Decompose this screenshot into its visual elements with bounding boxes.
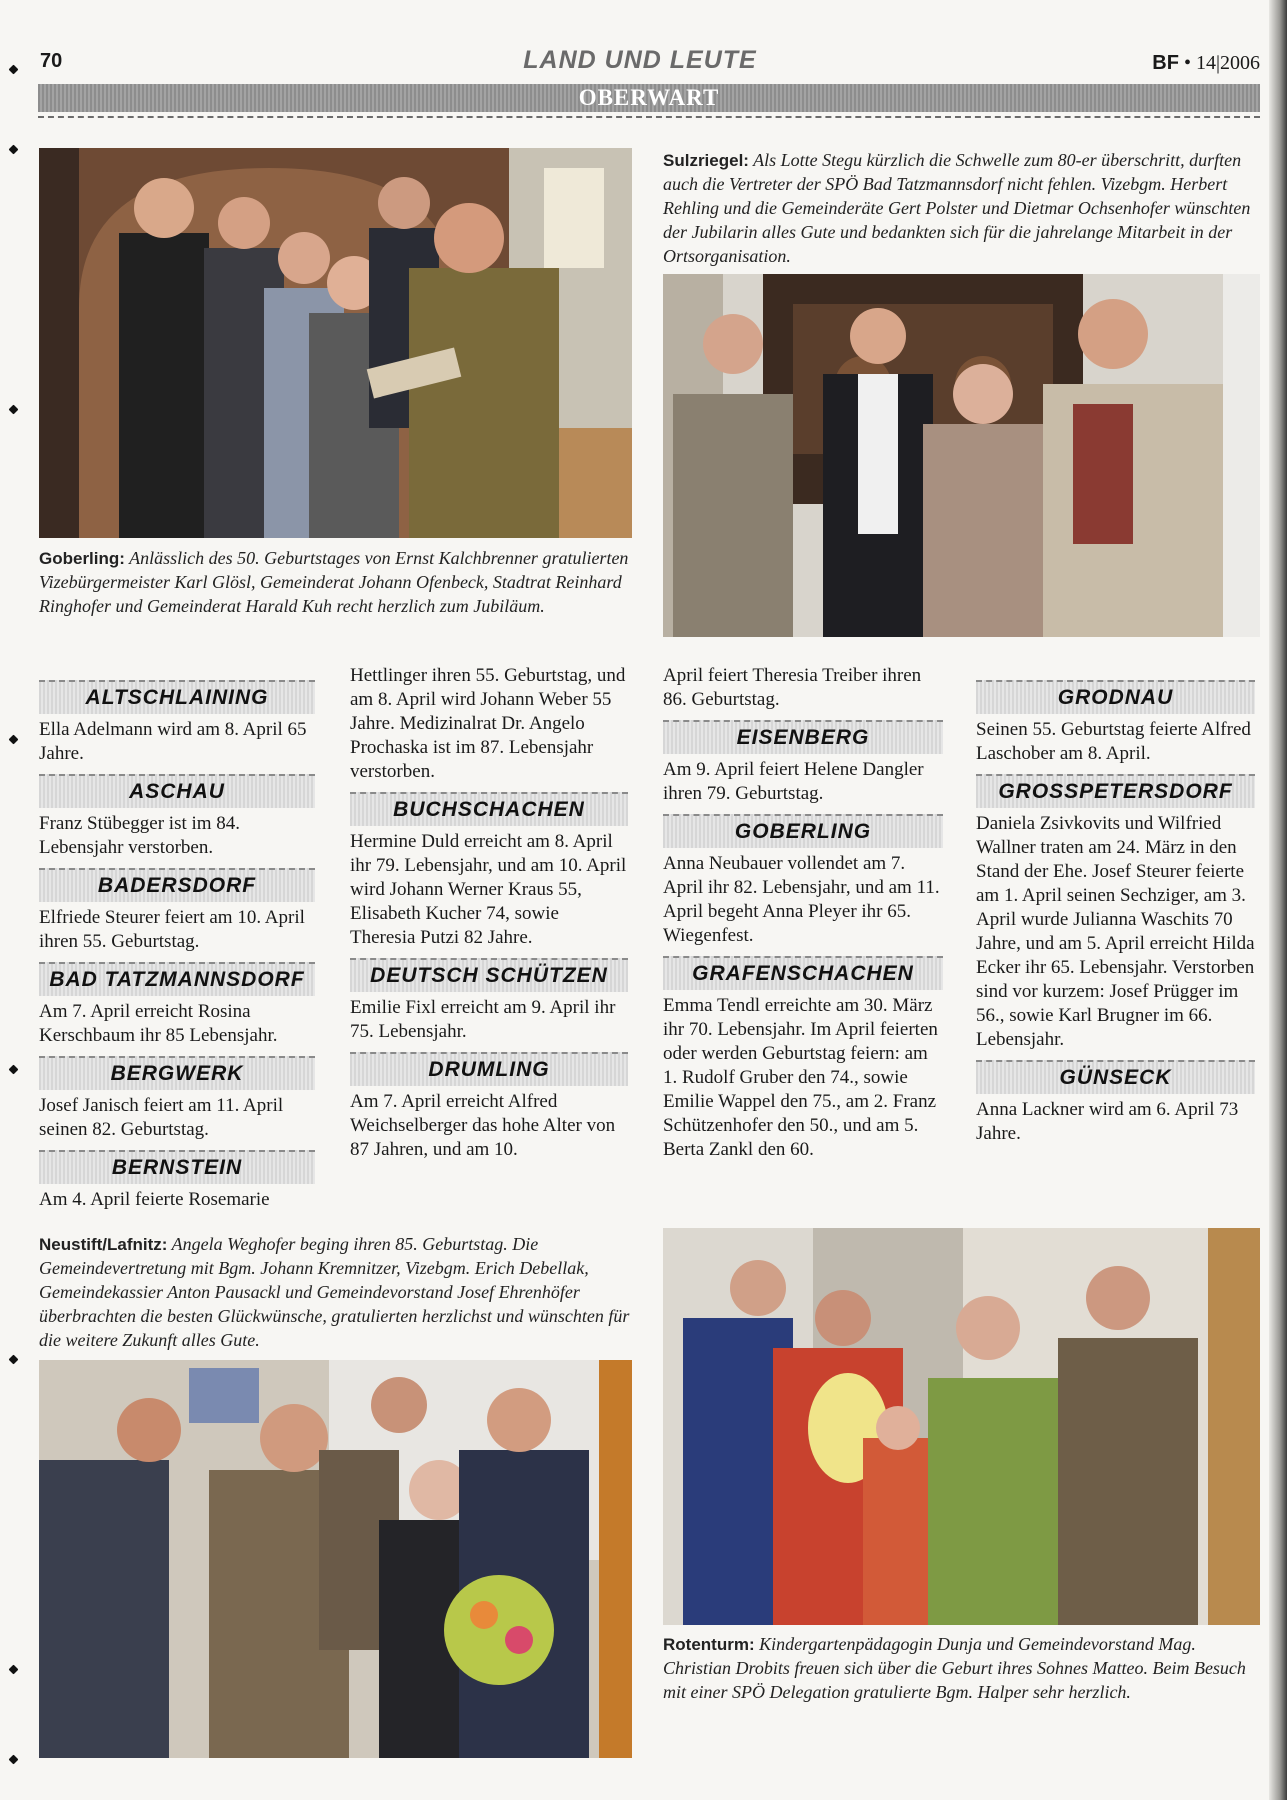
- page-number: 70: [40, 50, 63, 72]
- publication-name: BF: [1152, 52, 1179, 74]
- column-4: [976, 672, 1255, 1146]
- town-heading: DEUTSCH SCHÜTZEN: [350, 958, 628, 992]
- region-title: OBERWART: [578, 85, 720, 110]
- town-text: Elfriede Steurer feiert am 10. April ihren 55. Geburtstag.: [39, 907, 305, 952]
- town-heading: DRUMLING: [350, 1052, 628, 1086]
- town-text: Am 9. April feiert Helene Dangler ihren 79. Geburtstag.: [663, 759, 924, 804]
- town-heading: GROSSPETERSDORF: [976, 774, 1255, 808]
- binding-hole: [9, 65, 19, 75]
- town-heading: GÜNSECK: [976, 1060, 1255, 1094]
- caption-rotenturm: [663, 1632, 1260, 1704]
- column-3: [663, 664, 943, 1162]
- caption-text: Als Lotte Stegu kürzlich die Schwelle zum 80-er überschritt, durften auch die Vertreter der SPÖ Bad Tatzmannsdorf nicht fehlen. Vizebgm. Herbert Rehling und die Gemeinderäte Gert Polster und Dietmar Ochsenhofer wünschten der Jubilarin alles Gute und bedankten sich für die jahrelange Mitarbeit in der Ortsorganisation.: [663, 150, 1251, 266]
- town-heading: ASCHAU: [39, 774, 315, 808]
- binding-hole: [9, 1665, 19, 1675]
- town-heading: BERGWERK: [39, 1056, 315, 1090]
- caption-text: Anlässlich des 50. Geburtstages von Ernst Kalchbrenner gratulierten Vizebürgermeister Karl Glösl, Gemeinderat Johann Ofenbeck, Stadtrat Reinhard Ringhofer und Gemeinderat Harald Kuh recht herzlich zum Jubiläum.: [39, 548, 629, 616]
- town-text: Franz Stübegger ist im 84. Lebensjahr verstorben.: [39, 813, 241, 858]
- caption-place: Rotenturm:: [663, 1635, 755, 1654]
- photo-rotenturm: [663, 1228, 1260, 1625]
- issue-number: 14|2006: [1195, 52, 1260, 74]
- town-text: Emilie Fixl erreicht am 9. April ihr 75. Lebensjahr.: [350, 997, 616, 1042]
- photo-sulzriegel: [663, 274, 1260, 637]
- caption-place: Sulzriegel:: [663, 151, 749, 170]
- binding-hole: [9, 145, 19, 155]
- caption-place: Neustift/Lafnitz:: [39, 1235, 168, 1254]
- town-text: Seinen 55. Geburtstag feierte Alfred Laschober am 8. April.: [976, 719, 1251, 764]
- town-text: Josef Janisch feiert am 11. April seinen 82. Geburtstag.: [39, 1095, 284, 1140]
- caption-goberling: [39, 546, 637, 618]
- section-title: LAND UND LEUTE: [523, 46, 757, 74]
- binding-hole: [9, 1355, 19, 1365]
- caption-neustift: [39, 1232, 637, 1352]
- town-heading: EISENBERG: [663, 720, 943, 754]
- town-text: April feiert Theresia Treiber ihren 86. Geburtstag.: [663, 665, 922, 710]
- town-text: Am 4. April feierte Rosemarie: [39, 1189, 270, 1210]
- town-heading: BERNSTEIN: [39, 1150, 315, 1184]
- town-text: Daniela Zsivkovits und Wilfried Wallner traten am 24. März in den Stand der Ehe. Josef Steurer feierte am 1. April seinen Sechziger, am 3. April wurde Julianna Waschits 70 Jahre, und am 5. April erreicht Hilda Ecker ihr 65. Lebensjahr. Verstorben sind vor kurzem: Josef Prügger im 56., sowie Karl Brugner im 66. Lebensjahr.: [976, 813, 1255, 1050]
- caption-text: Kindergartenpädagogin Dunja und Gemeindevorstand Mag. Christian Drobits freuen sich über die Geburt ihres Sohnes Matteo. Beim Besuch mit einer SPÖ Delegation gratulierte Bgm. Halper sehr herzlich.: [663, 1634, 1246, 1702]
- town-heading: GRODNAU: [976, 680, 1255, 714]
- binding-hole: [9, 735, 19, 745]
- scan-edge-shadow: [1269, 0, 1287, 1800]
- town-heading: GOBERLING: [663, 814, 943, 848]
- town-heading: BUCHSCHACHEN: [350, 792, 628, 826]
- binding-hole: [9, 405, 19, 415]
- town-heading: BADERSDORF: [39, 868, 315, 902]
- bullet-separator: •: [1183, 52, 1191, 74]
- header-divider: [38, 116, 1260, 118]
- issue-info: [1152, 52, 1260, 75]
- town-text: Anna Neubauer vollendet am 7. April ihr 82. Lebensjahr, und am 11. April begeht Anna Pleyer ihr 65. Wiegenfest.: [663, 853, 940, 946]
- binding-hole: [9, 1755, 19, 1765]
- caption-text: Angela Weghofer beging ihren 85. Geburtstag. Die Gemeindevertretung mit Bgm. Johann Kremnitzer, Vizebgm. Erich Debellak, Gemeindekassier Anton Pausackl und Gemeindevorstand Josef Ehrenhöfer überbrachten die besten Glückwünsche, gratulierten herzlichst und wünschten für die weitere Zukunft alles Gute.: [39, 1234, 630, 1350]
- caption-sulzriegel: [663, 148, 1260, 268]
- binding-hole: [9, 1065, 19, 1075]
- town-heading: ALTSCHLAINING: [39, 680, 315, 714]
- town-text: Anna Lackner wird am 6. April 73 Jahre.: [976, 1099, 1239, 1144]
- photo-goberling: [39, 148, 632, 538]
- town-text: Am 7. April erreicht Rosina Kerschbaum ihr 85 Lebensjahr.: [39, 1001, 278, 1046]
- town-text: Am 7. April erreicht Alfred Weichselberger das hohe Alter von 87 Jahren, und am 10.: [350, 1091, 616, 1160]
- column-1: [39, 672, 315, 1212]
- region-band: [38, 84, 1260, 112]
- town-heading: BAD TATZMANNSDORF: [39, 962, 315, 996]
- photo-neustift: [39, 1360, 632, 1758]
- town-text: Emma Tendl erreichte am 30. März ihr 70. Lebensjahr. Im April feierten oder werden Geburtstag feiern: am 1. Rudolf Gruber den 74., sowie Emilie Wappel den 75., am 2. Franz Schützenhofer den 50., und am 5. Berta Zankl den 60.: [663, 995, 938, 1160]
- town-text: Hermine Duld erreicht am 8. April ihr 79. Lebensjahr, und am 10. April wird Johann Werner Kraus 55, Elisabeth Kucher 74, sowie Theresia Putzi 82 Jahre.: [350, 831, 627, 948]
- town-text: Ella Adelmann wird am 8. April 65 Jahre.: [39, 719, 307, 764]
- town-text: Hettlinger ihren 55. Geburtstag, und am 8. April wird Johann Weber 55 Jahre. Medizinalrat Dr. Angelo Prochaska ist im 87. Lebensjahr verstorben.: [350, 665, 626, 782]
- column-2: [350, 664, 628, 1162]
- caption-place: Goberling:: [39, 549, 125, 568]
- town-heading: GRAFENSCHACHEN: [663, 956, 943, 990]
